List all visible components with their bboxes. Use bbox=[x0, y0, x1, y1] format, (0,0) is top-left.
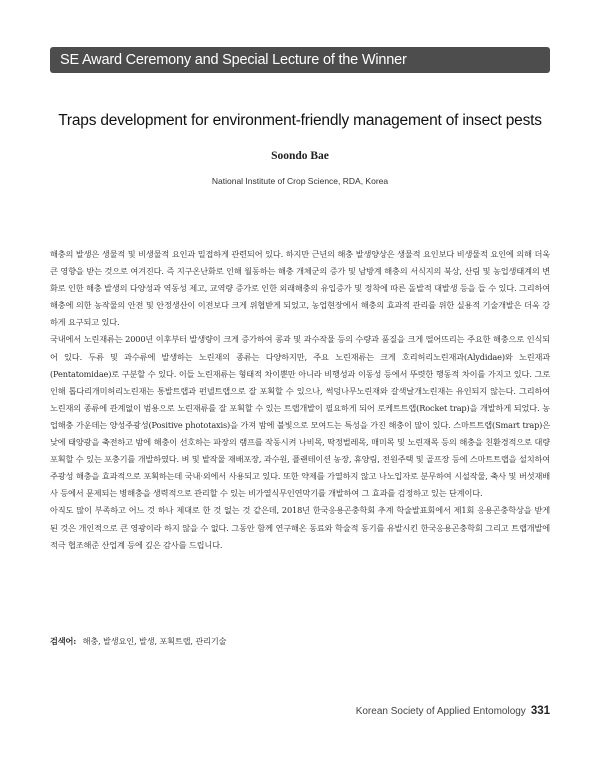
abstract-body bbox=[50, 246, 550, 554]
author-name: Soondo Bae bbox=[271, 150, 329, 162]
page-footer bbox=[356, 705, 550, 717]
page-number: 331 bbox=[530, 705, 550, 717]
keywords bbox=[50, 633, 550, 650]
section-label: SE Award Ceremony and Special Lecture of the Winner bbox=[60, 52, 407, 68]
abstract-paragraph: 국내에서 노린재류는 2000년 이후부터 발생량이 크게 증가하여 콩과 및 과수작물 등의 수량과 품질을 크게 떨어뜨리는 주요한 해충으로 인식되어 있다. 두류 및 과수류에 발생하는 노린재의 종류는 다양하지만, 주요 노린재류는 크게 호리허리노린재과(Alydidae)와 노린재과(Pentatomidae)로 구분할 수 있다. 이들 노린재류는 형태적 차이뿐만 아니라 비행성과 이동성 등에서 뚜렷한 행동적 차이를 가지고 있다. 그로인해 톱다리개미허리노린재는 통발트랩과 펀넬트랩으로 잘 포획할 수 있으나, 썩덩나무노린재와 갈색날개노린재는 유인되지 않는다. 그리하여 노린재의 종류에 관계없이 범용으로 노린재류를 잘 포획할 수 있는 트랩개발이 필요하게 되어 로케트트랩(Rocket trap)을 개발하게 되었다. 농업해충 가운데는 양성주광성(Positive phototaxis)을 가져 밤에 불빛으로 모여드는 특성을 가진 해충이 많이 있다. 스마트트랩(Smart trap)은 낮에 태양광을 축전하고 밤에 해충이 선호하는 파장의 램프를 작동시켜 나비목, 딱정벌레목, 매미목 및 노린재목 등의 해충을 친환경적으로 대량 포획할 수 있는 포충기를 개발하였다. 벼 및 밭작물 재배포장, 과수원, 플랜테이션 농장, 휴양림, 전원주택 및 골프장 등에 스마트트랩을 설치하여 주광성 해충을 효과적으로 포획하는데 국내·외에서 사용되고 있다. 또한 약제를 가열하지 않고 나노입자로 분무하여 시설작물, 축사 및 버섯재배사 등에서 문제되는 병해충을 생력적으로 관리할 수 있는 비가열식무인연막기를 개발하여 그 효과를 검정하고 있는 단계이다. bbox=[50, 334, 550, 499]
author-affiliation: National Institute of Crop Science, RDA, Korea bbox=[211, 176, 389, 186]
keywords-label: 검색어: bbox=[50, 636, 77, 646]
abstract-paragraph: 해충의 발생은 생물적 및 비생물적 요인과 밀접하게 관련되어 있다. 하지만 근년의 해충 발생양상은 생물적 요인보다 비생물적 요인에 의해 더욱 큰 영향을 받는 것으로 여겨진다. 즉 지구온난화로 인해 월동하는 해충 개체군의 증가 및 남방계 해충의 서식지의 북상, 산림 및 농업생태계의 변화로 인한 해충 발생의 다양성과 역동성 제고, 교역량 증가로 인한 외래해충의 유입증가 및 정착에 따른 돌발적 대발생 등을 들 수 있다. 그리하여 해충에 의한 농작물의 안전 및 안정생산이 이전보다 크게 위협받게 되었고, 농업현장에서 해충의 효과적 관리를 위한 실용적 기술개발은 더욱 강하게 요구되고 있다. bbox=[50, 249, 550, 328]
footer-journal-name: Korean Society of Applied Entomology bbox=[355, 706, 526, 717]
paper-title: Traps development for environment-friendly management of insect pests bbox=[58, 112, 542, 129]
section-banner bbox=[50, 47, 550, 73]
abstract-paragraph: 아직도 많이 부족하고 어느 것 하나 제대로 한 것 없는 것 같은데, 2018년 한국응용곤충학회 추계 학술발표회에서 제1회 응용곤충학상을 받게 된 것은 개인적으로 큰 영광이라 하지 않을 수 없다. 그동안 함께 연구해온 동료와 학술적 동기를 유발시킨 한국응용곤충학회 그리고 트랩개발에 적극 협조해준 산업계 등에 깊은 감사를 드립니다. bbox=[50, 505, 550, 550]
keywords-list: 해충, 발생요인, 발생, 포획트랩, 관리기술 bbox=[82, 636, 227, 646]
